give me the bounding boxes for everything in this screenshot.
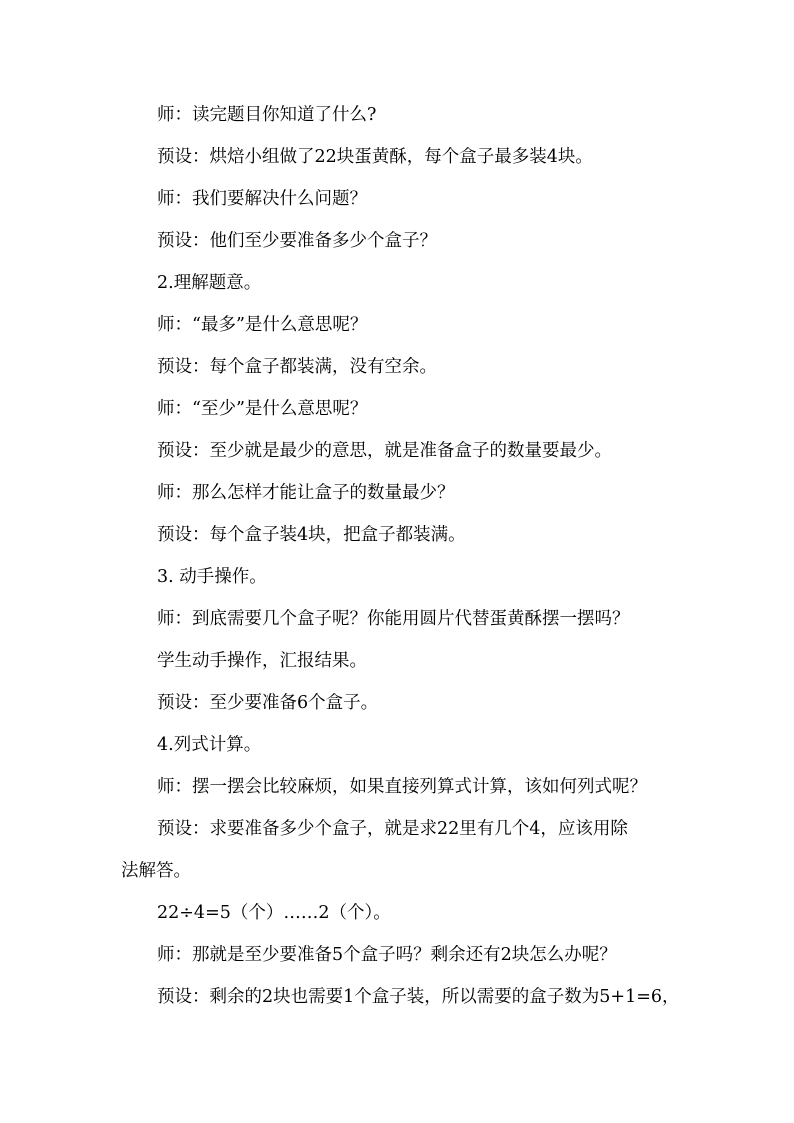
paragraph: 预设：他们至少要准备多少个盒子？	[157, 231, 437, 251]
paragraph: 师：到底需要几个盒子呢？你能用圆片代替蛋黄酥摆一摆吗？	[157, 609, 630, 629]
paragraph: 预设：烘焙小组做了22块蛋黄酥，每个盒子最多装4块。	[157, 147, 593, 167]
paragraph: 师：那就是至少要准备5个盒子吗？剩余还有2块怎么办呢？	[157, 945, 617, 965]
paragraph: 预设：每个盒子都装满，没有空余。	[157, 357, 437, 377]
section-heading: 2.理解题意。	[157, 273, 262, 293]
paragraph: 师：“至少”是什么意思呢？	[157, 399, 368, 419]
paragraph: 师：摆一摆会比较麻烦，如果直接列算式计算，该如何列式呢？	[157, 777, 647, 797]
paragraph: 预设：剩余的2块也需要1个盒子装，所以需要的盒子数为5+1=6，	[157, 987, 680, 1007]
paragraph: 学生动手操作，汇报结果。	[157, 651, 367, 671]
section-heading: 4.列式计算。	[157, 735, 262, 755]
paragraph: 预设：至少要准备6个盒子。	[157, 693, 379, 713]
paragraph: 预设：求要准备多少个盒子，就是求22里有几个4，应该用除	[157, 819, 628, 839]
paragraph: 师：读完题目你知道了什么?	[157, 105, 377, 125]
paragraph-continuation: 法解答。	[121, 861, 191, 881]
paragraph: 预设：至少就是最少的意思，就是准备盒子的数量要最少。	[157, 441, 612, 461]
paragraph: 预设：每个盒子装4块，把盒子都装满。	[157, 525, 466, 545]
paragraph: 师：那么怎样才能让盒子的数量最少？	[157, 483, 455, 503]
paragraph: 师：“最多”是什么意思呢？	[157, 315, 368, 335]
section-heading: 3. 动手操作。	[157, 567, 267, 587]
paragraph: 师：我们要解决什么问题？	[157, 189, 367, 209]
equation: 22÷4=5（个）……2（个）。	[157, 903, 391, 923]
